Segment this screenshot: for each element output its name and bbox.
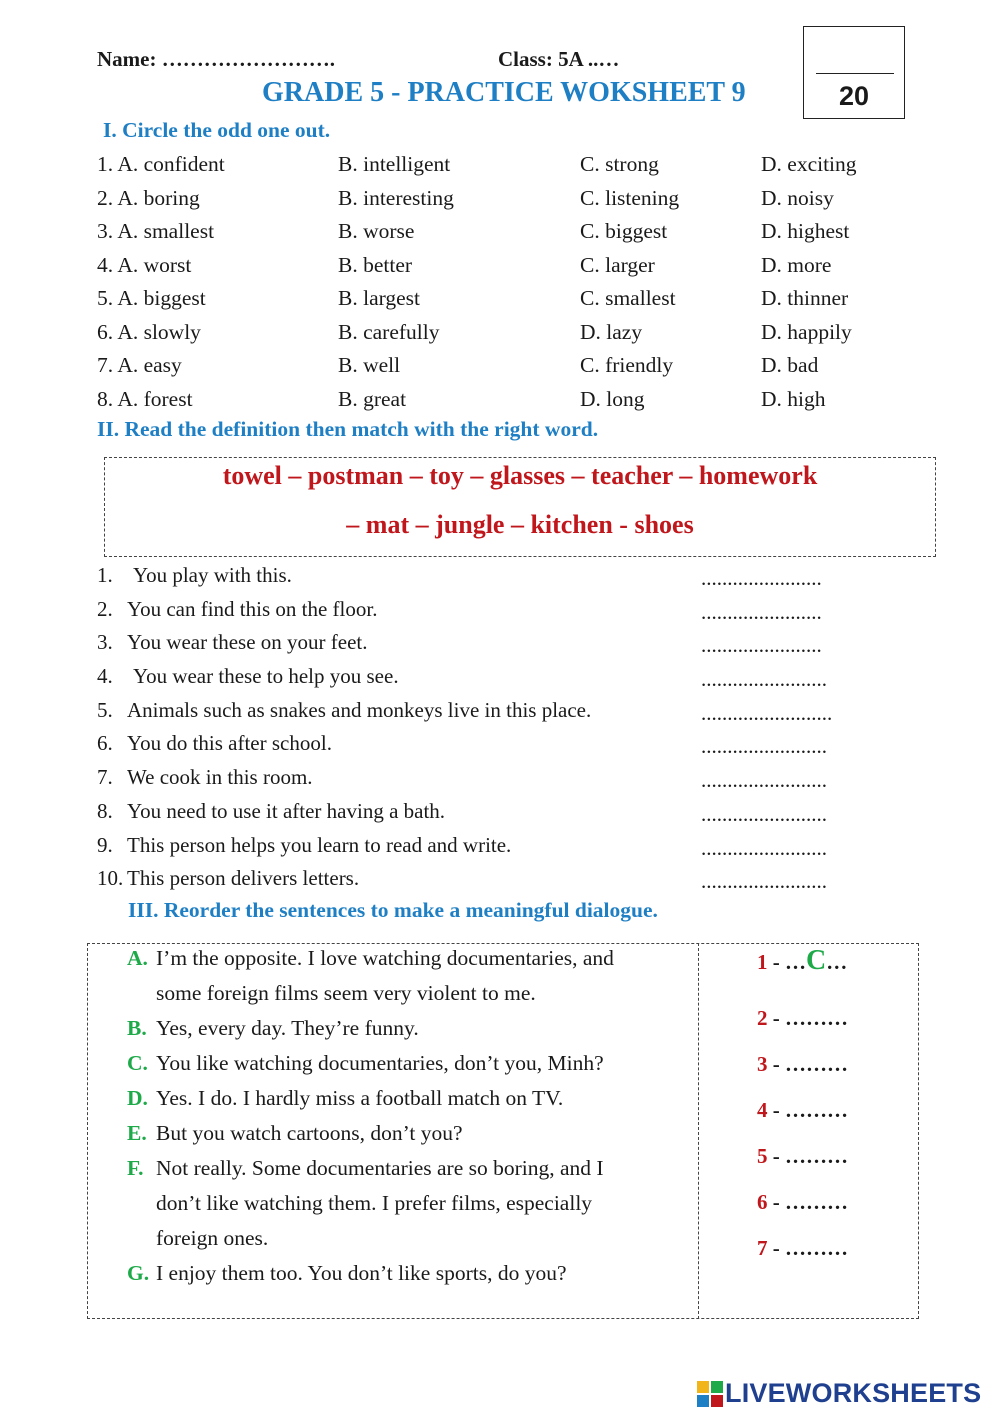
definition-number: 1. [97,563,113,587]
odd-one-out-row [97,148,897,182]
answer-order-number: 4 [757,1098,768,1122]
definition-text: You can find this on the floor. [127,596,378,621]
odd-one-out-option[interactable]: B. interesting [338,185,454,210]
odd-one-out-option[interactable]: B. carefully [338,319,440,344]
answer-separator: - … [767,950,806,974]
dialogue-text: I’m the opposite. I love watching documentaries, and [156,946,614,970]
dialogue-letter: A. [127,946,148,970]
definition-text: Animals such as snakes and monkeys live in this place. [127,697,592,722]
definition-number: 6. [97,731,113,756]
odd-one-out-option[interactable]: 8. A. forest [97,386,193,411]
dialogue-text: But you watch cartoons, don’t you? [156,1121,463,1145]
section2-heading: II. Read the definition then match with the right word. [97,417,599,441]
odd-one-out-row [97,316,897,350]
answer-blank[interactable]: ........................ [701,768,827,793]
definition-number: 4. [97,664,113,689]
dialogue-letter: E. [127,1121,147,1145]
dialogue-line [127,1116,692,1151]
definition-text: You need to use it after having a bath. [127,798,446,823]
odd-one-out-row [97,383,897,417]
class-field-label: Class: 5A ..… [498,47,620,71]
dialogue-line [127,1046,692,1081]
odd-one-out-option[interactable]: D. more [761,252,832,277]
odd-one-out-option[interactable]: B. well [338,353,401,377]
dialogue-text: Yes, every day. They’re funny. [156,1016,419,1040]
odd-one-out-option[interactable]: B. largest [338,286,421,310]
dialogue-answer-slot[interactable] [757,1001,848,1033]
odd-one-out-option[interactable]: B. worse [338,219,415,243]
answer-blank[interactable]: ....................... [701,566,822,590]
section3-heading: III. Reorder the sentences to make a meaningful dialogue. [128,898,658,922]
answer-blank[interactable]: ........................ [701,734,827,759]
definition-list [97,559,877,896]
odd-one-out-option[interactable]: D. happily [761,319,852,344]
odd-one-out-option[interactable]: 2. A. boring [97,185,200,210]
odd-one-out-option[interactable]: D. thinner [761,286,849,310]
dialogue-text: foreign ones. [156,1226,269,1250]
definition-item [97,727,877,761]
odd-one-out-option[interactable]: 5. A. biggest [97,286,206,310]
odd-one-out-option[interactable]: C. smallest [580,286,676,310]
odd-one-out-row [97,215,897,249]
score-box [803,26,905,119]
dialogue-line [127,976,692,1011]
odd-one-out-option[interactable]: D. exciting [761,152,857,176]
dialogue-answer-slot[interactable] [757,1047,848,1079]
name-field-label: Name: ……………………. [97,47,335,71]
odd-one-out-row [97,182,897,216]
dialogue-line [127,1011,692,1046]
dialogue-text: some foreign films seem very violent to me. [156,981,536,1005]
odd-one-out-option[interactable]: 7. A. easy [97,353,182,377]
score-total: 20 [838,81,870,111]
definition-number: 9. [97,832,113,857]
odd-one-out-option[interactable]: D. bad [761,353,819,377]
definition-item [97,862,877,896]
odd-one-out-option[interactable]: 3. A. smallest [97,219,215,243]
odd-one-out-option[interactable]: C. biggest [580,219,668,243]
definition-item [97,761,877,795]
definition-text: You wear these to help you see. [133,664,399,689]
definition-item [97,559,877,593]
odd-one-out-row [97,249,897,283]
dialogue-text: Not really. Some documentaries are so boring, and I [156,1156,604,1180]
odd-one-out-option[interactable]: C. listening [580,185,680,210]
word-bank-line-1: towel – postman – toy – glasses – teacher – homework [222,461,818,490]
odd-one-out-option[interactable]: 4. A. worst [97,252,192,277]
answer-order-number: 7 [757,1236,768,1260]
definition-number: 3. [97,630,113,655]
odd-one-out-option[interactable]: C. larger [580,252,655,277]
answer-blank[interactable]: ........................ [701,667,827,692]
answer-blank[interactable]: ........................ [701,869,827,894]
answer-blank[interactable]: ....................... [701,599,822,624]
dialogue-answer-slot[interactable] [757,1231,848,1263]
answer-separator: - ……… [767,1190,848,1214]
dialogue-line [127,1221,692,1256]
dialogue-answer-slot[interactable] [757,945,847,977]
word-bank-box [104,457,936,557]
definition-text: We cook in this room. [127,765,313,790]
definition-item [97,660,877,694]
dialogue-answer-slot[interactable] [757,1093,848,1125]
dialogue-letter: B. [127,1016,147,1040]
answer-tail: … [826,950,848,974]
page-title: GRADE 5 - PRACTICE WOKSHEET 9 [262,77,746,108]
dialogue-text: You like watching documentaries, don’t you, Minh? [156,1051,604,1075]
dialogue-answer-slot[interactable] [757,1185,848,1217]
answer-blank[interactable]: ......................... [701,700,833,725]
dialogue-line [127,1256,692,1291]
odd-one-out-option[interactable]: B. great [338,386,407,411]
odd-one-out-option[interactable]: C. friendly [580,353,674,377]
dialogue-text: don’t like watching them. I prefer films, especially [156,1191,593,1215]
answer-order-number: 3 [757,1052,768,1076]
dialogue-text: I enjoy them too. You don’t like sports, do you? [156,1261,567,1285]
odd-one-out-option[interactable]: B. intelligent [338,152,451,176]
liveworksheets-logo-icon [697,1381,723,1407]
dialogue-lines [127,941,692,1291]
dialogue-box-divider [698,943,699,1319]
answer-order-number: 5 [757,1144,768,1168]
definition-number: 10. [97,866,124,891]
answer-separator: - ……… [767,1052,848,1076]
definition-text: This person delivers letters. [127,866,360,891]
definition-text: You do this after school. [127,731,332,756]
liveworksheets-logo [697,1378,981,1410]
definition-item [97,626,877,660]
dialogue-text: Yes. I do. I hardly miss a football match on TV. [156,1086,564,1110]
odd-one-out-option[interactable]: D. lazy [580,319,643,344]
answer-blank[interactable]: ........................ [701,835,827,860]
odd-one-out-option[interactable]: C. strong [580,152,659,176]
definition-text: You wear these on your feet. [127,630,368,655]
dialogue-letter: G. [127,1261,150,1285]
answer-order-number: 1 [757,950,768,974]
liveworksheets-logo-text: LIVEWORKSHEETS [725,1378,982,1408]
word-bank-line-2: – mat – jungle – kitchen - shoes [346,510,694,539]
answer-separator: - ……… [767,1006,848,1030]
definition-item [97,829,877,863]
odd-one-out-option[interactable]: D. highest [761,219,850,243]
definition-text: You play with this. [133,563,292,587]
odd-one-out-option[interactable]: 6. A. slowly [97,319,201,344]
dialogue-line [127,1081,692,1116]
definition-number: 5. [97,697,113,722]
dialogue-letter: D. [127,1086,148,1110]
definition-text: This person helps you learn to read and write. [127,832,512,857]
dialogue-line [127,1186,692,1221]
answer-blank[interactable]: ....................... [701,633,822,658]
odd-one-out-option[interactable]: D. noisy [761,185,834,210]
dialogue-answer-slot[interactable] [757,1139,848,1171]
odd-one-out-option[interactable]: D. high [761,386,826,411]
definition-item [97,694,877,728]
answer-value: C [806,945,827,976]
answer-blank[interactable]: ........................ [701,801,827,826]
score-blank-line [816,73,894,74]
dialogue-line [127,1151,692,1186]
definition-number: 2. [97,596,113,621]
odd-one-out-list [97,148,897,416]
odd-one-out-row [97,349,897,383]
answer-separator: - ……… [767,1144,848,1168]
definition-number: 7. [97,765,113,790]
answer-separator: - ……… [767,1236,848,1260]
dialogue-letter: C. [127,1051,148,1075]
odd-one-out-option[interactable]: D. long [580,386,645,411]
dialogue-line [127,941,692,976]
section1-heading: I. Circle the odd one out. [103,118,331,142]
dialogue-letter: F. [127,1156,144,1180]
odd-one-out-option[interactable]: 1. A. confident [97,152,225,176]
answer-order-number: 2 [757,1006,768,1030]
answer-separator: - ……… [767,1098,848,1122]
odd-one-out-row [97,282,897,316]
definition-item [97,593,877,627]
definition-item [97,795,877,829]
odd-one-out-option[interactable]: B. better [338,252,413,277]
answer-order-number: 6 [757,1190,768,1214]
definition-number: 8. [97,798,113,823]
